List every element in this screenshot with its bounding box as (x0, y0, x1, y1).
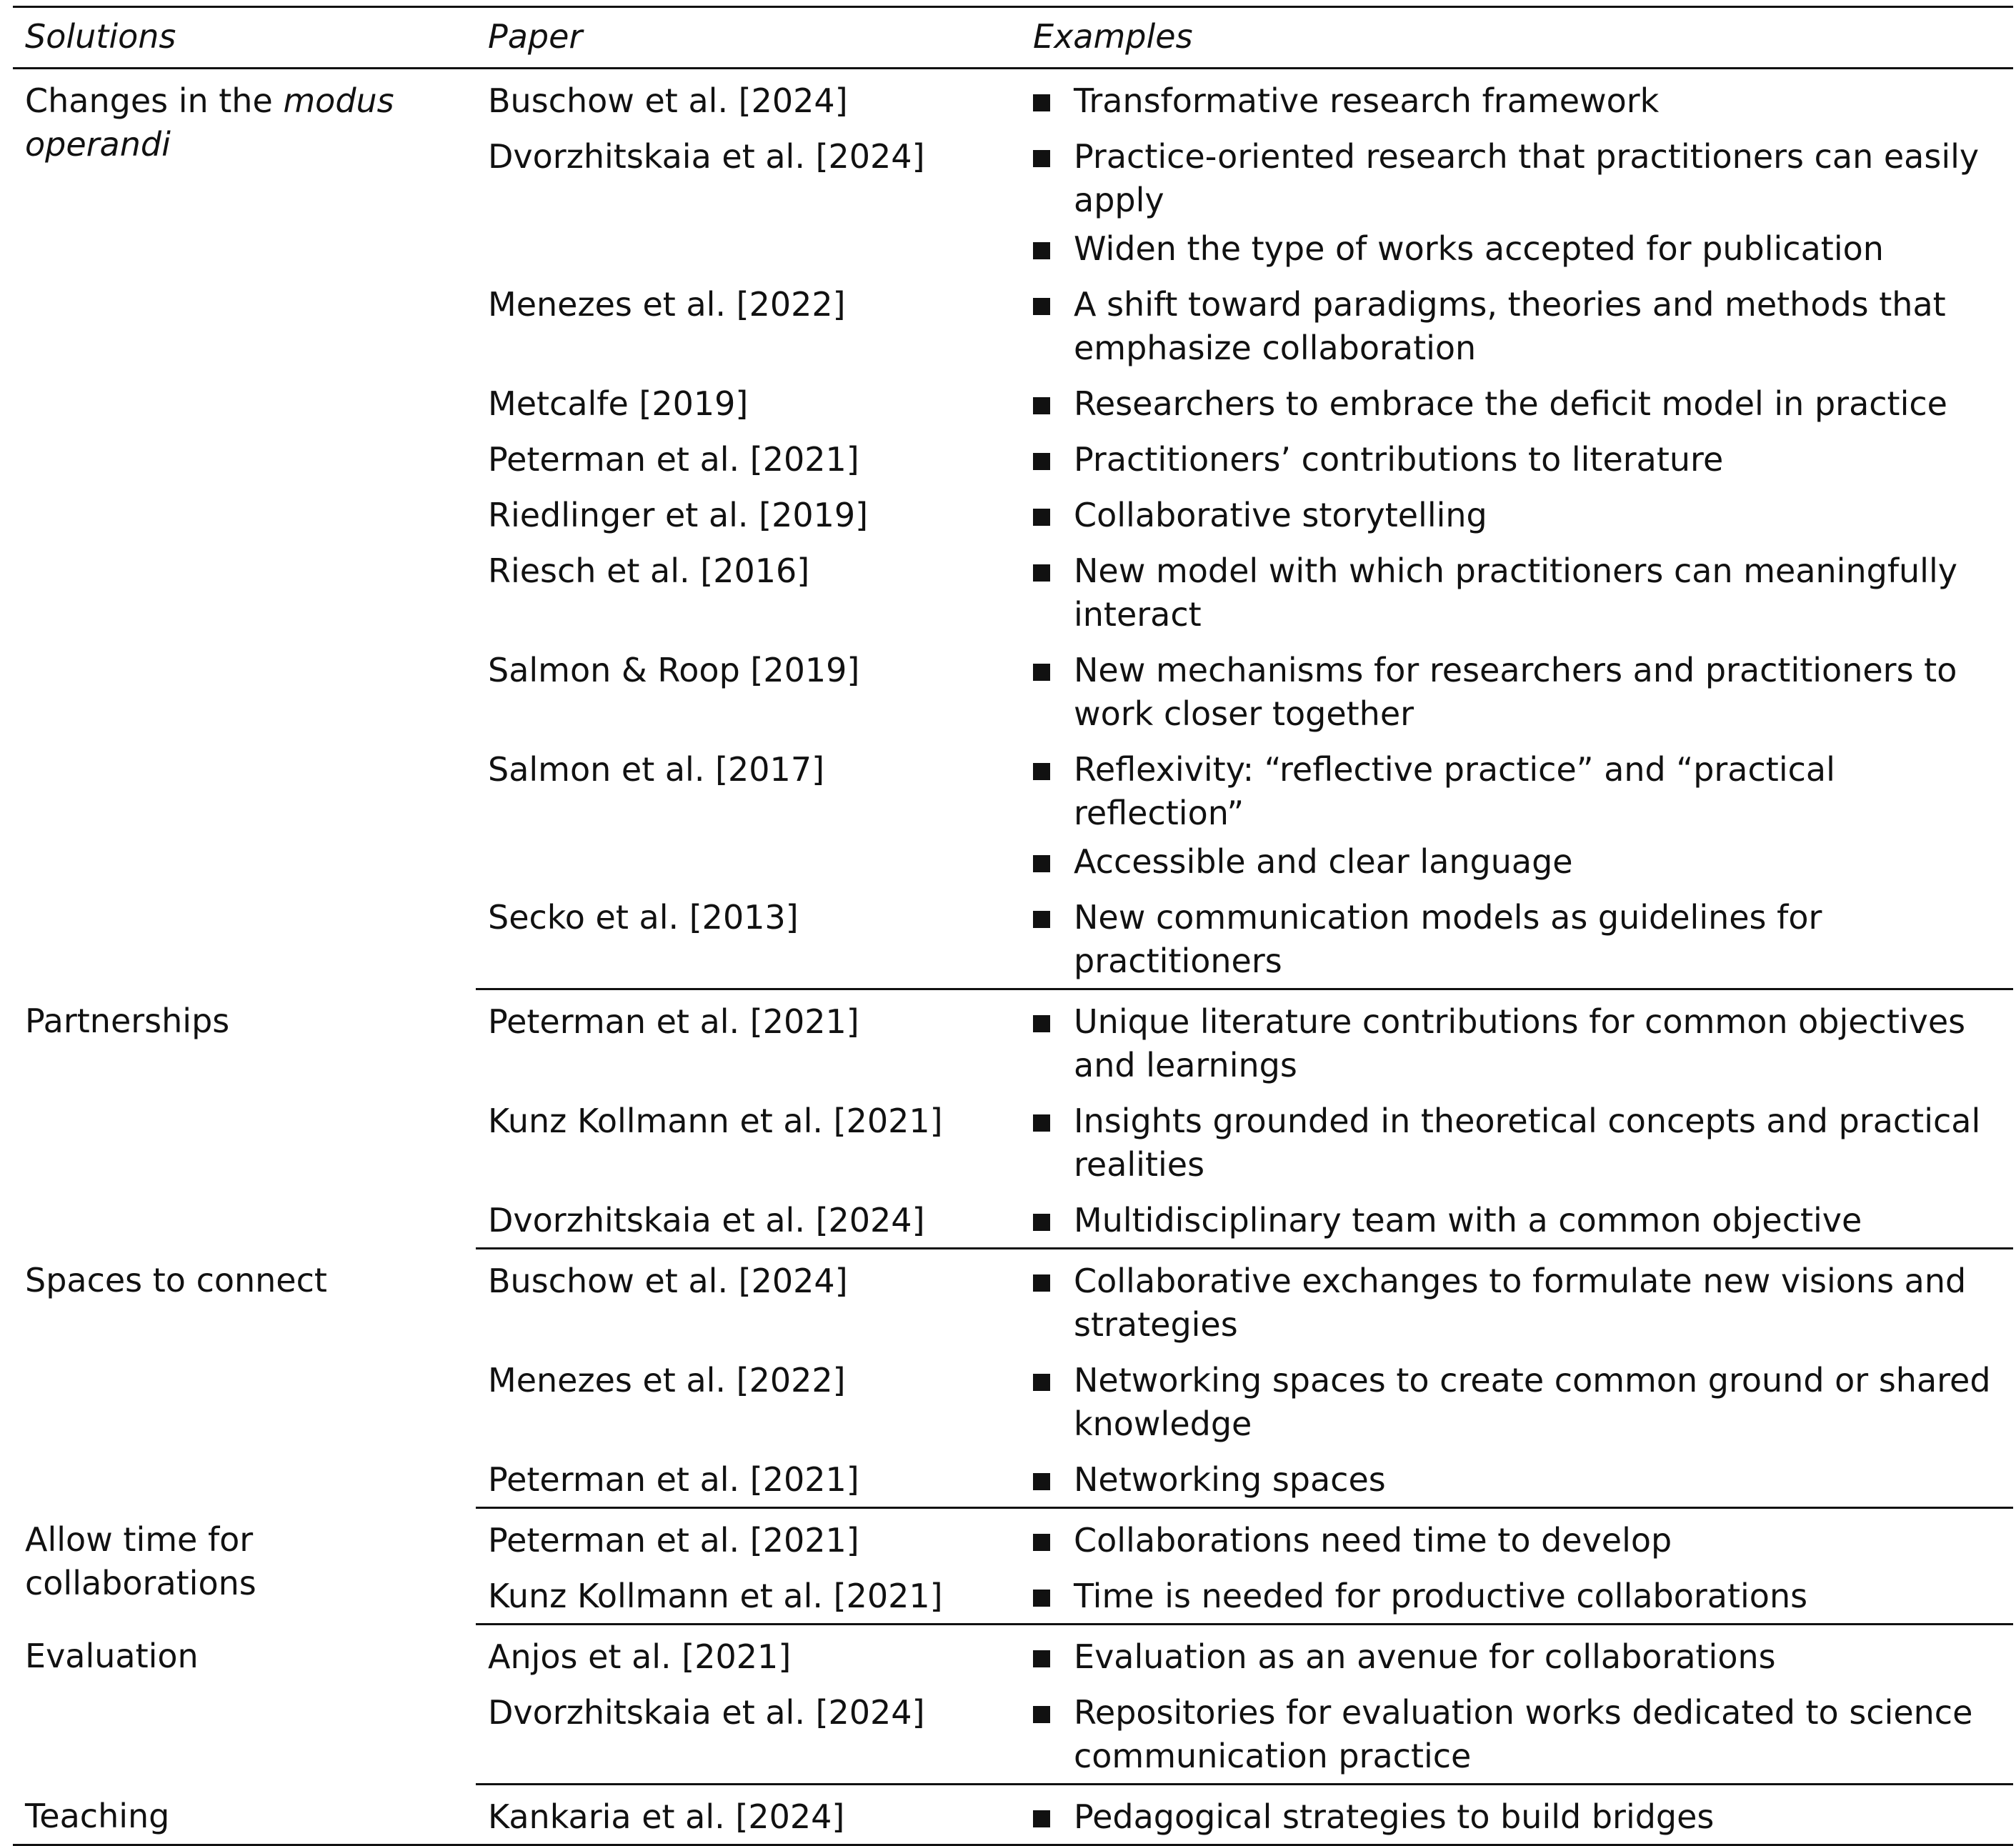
square-bullet-icon (1033, 855, 1050, 872)
solution-label-italic: modus operandi (25, 81, 394, 164)
examples-cell (1021, 1192, 2013, 1249)
list-item (1033, 549, 2013, 637)
paper-cell: Metcalfe [2019] (488, 384, 749, 423)
examples-cell (1021, 69, 2013, 129)
examples-list (1033, 549, 2013, 637)
examples-cell (1021, 375, 2013, 431)
solution-label: Spaces to connect (25, 1260, 327, 1299)
examples-cell (1021, 741, 2013, 889)
examples-cell (1021, 1567, 2013, 1625)
example-text: Collaborative storytelling (1074, 496, 1487, 534)
square-bullet-icon (1033, 397, 1050, 414)
examples-list (1033, 79, 2013, 123)
paper-cell: Dvorzhitskaia et al. [2024] (476, 1684, 1021, 1785)
list-item (1033, 1795, 2013, 1839)
example-text: Transformative research framework (1074, 81, 1660, 120)
table-row (13, 1249, 2013, 1352)
solution-label: Allow time for collaborations (25, 1520, 256, 1602)
examples-cell (1021, 1684, 2013, 1785)
square-bullet-icon (1033, 1473, 1050, 1490)
examples-cell (1021, 1451, 2013, 1508)
example-text: New model with which practitioners can meaningfully interact (1074, 552, 1957, 634)
paper-cell: Menezes et al. [2022] (488, 285, 846, 324)
table-row (13, 69, 2013, 129)
examples-list (1033, 1000, 2013, 1087)
list-item (1033, 1199, 2013, 1242)
header-row (13, 7, 2013, 69)
examples-list (1033, 1635, 2013, 1679)
list-item (1033, 79, 2013, 123)
list-item (1033, 1635, 2013, 1679)
example-text: Pedagogical strategies to build bridges (1074, 1797, 1715, 1836)
paper-cell: Anjos et al. [2021] (488, 1637, 792, 1676)
examples-list (1033, 748, 2013, 884)
example-text: Repositories for evaluation works dedicated to science communication practice (1074, 1693, 1973, 1775)
example-text: Practice-oriented research that practitioners can easily apply (1074, 137, 1980, 219)
example-text: Reflexivity: “reflective practice” and “practical reflection” (1074, 750, 1835, 832)
examples-cell (1021, 1352, 2013, 1451)
example-text: Insights grounded in theoretical concepts and practical realities (1074, 1102, 1981, 1184)
examples-list (1033, 649, 2013, 736)
solution-label: Teaching (25, 1796, 170, 1835)
solution-cell (13, 1249, 476, 1508)
list-item (1033, 649, 2013, 736)
list-item (1033, 748, 2013, 835)
table-body (13, 69, 2013, 1845)
list-item (1033, 1359, 2013, 1446)
example-text: New communication models as guidelines for practitioners (1074, 898, 1822, 980)
examples-list (1033, 1458, 2013, 1502)
example-text: Time is needed for productive collaborations (1074, 1577, 1808, 1615)
list-item (1033, 1458, 2013, 1502)
list-item (1033, 1099, 2013, 1187)
square-bullet-icon (1033, 763, 1050, 780)
table-header (13, 7, 2013, 69)
examples-cell (1021, 1625, 2013, 1685)
example-text: Evaluation as an avenue for collaborations (1074, 1637, 1776, 1676)
examples-cell (1021, 276, 2013, 375)
solution-label: Changes in the (25, 81, 284, 120)
paper-cell: Salmon et al. [2017] (488, 750, 825, 789)
list-item (1033, 1575, 2013, 1618)
list-item (1033, 382, 2013, 426)
solution-cell (13, 989, 476, 1249)
example-text: Collaborations need time to develop (1074, 1521, 1672, 1560)
square-bullet-icon (1033, 1590, 1050, 1607)
solution-cell (13, 1508, 476, 1625)
examples-cell (1021, 1508, 2013, 1568)
paper-cell: Dvorzhitskaia et al. [2024] (476, 1192, 1021, 1249)
examples-list (1033, 135, 2013, 271)
square-bullet-icon (1033, 509, 1050, 526)
paper-cell: Riedlinger et al. [2019] (488, 496, 869, 534)
square-bullet-icon (1033, 1114, 1050, 1132)
paper-cell: Peterman et al. [2021] (488, 440, 859, 479)
example-text: Networking spaces to create common ground or shared knowledge (1074, 1361, 1991, 1443)
square-bullet-icon (1033, 298, 1050, 315)
square-bullet-icon (1033, 1810, 1050, 1827)
example-text: New mechanisms for researchers and practitioners to work closer together (1074, 651, 1957, 733)
square-bullet-icon (1033, 1374, 1050, 1391)
table-row (13, 1508, 2013, 1568)
examples-list (1033, 1575, 2013, 1618)
examples-list (1033, 1795, 2013, 1839)
paper-cell: Kunz Kollmann et al. [2021] (488, 1102, 943, 1140)
square-bullet-icon (1033, 242, 1050, 259)
examples-cell (1021, 487, 2013, 542)
square-bullet-icon (1033, 1534, 1050, 1551)
list-item (1033, 494, 2013, 537)
header-paper: Paper (476, 7, 1021, 69)
paper-cell: Kankaria et al. [2024] (476, 1785, 1021, 1845)
paper-cell: Peterman et al. [2021] (488, 1521, 859, 1560)
list-item (1033, 1519, 2013, 1562)
square-bullet-icon (1033, 1015, 1050, 1032)
paper-cell: Peterman et al. [2021] (476, 1451, 1021, 1508)
list-item (1033, 1691, 2013, 1778)
example-text: Practitioners’ contributions to literature (1074, 440, 1724, 479)
solution-cell (13, 1785, 476, 1845)
example-text: Collaborative exchanges to formulate new visions and strategies (1074, 1262, 1967, 1344)
list-item (1033, 896, 2013, 983)
solution-cell (13, 69, 476, 989)
square-bullet-icon (1033, 1650, 1050, 1667)
square-bullet-icon (1033, 94, 1050, 111)
examples-list (1033, 1199, 2013, 1242)
paper-cell: Buschow et al. [2024] (488, 81, 848, 120)
examples-list (1033, 1099, 2013, 1187)
paper-cell: Peterman et al. [2021] (488, 1002, 859, 1041)
examples-cell (1021, 989, 2013, 1093)
examples-cell (1021, 1249, 2013, 1352)
example-text: Widen the type of works accepted for publication (1074, 229, 1884, 268)
table-row (13, 1785, 2013, 1845)
square-bullet-icon (1033, 1274, 1050, 1292)
square-bullet-icon (1033, 1214, 1050, 1231)
table-row (13, 1625, 2013, 1685)
example-text: Accessible and clear language (1074, 842, 1573, 881)
examples-list (1033, 1519, 2013, 1562)
square-bullet-icon (1033, 453, 1050, 470)
examples-list (1033, 1691, 2013, 1778)
paper-cell: Buschow et al. [2024] (488, 1262, 848, 1300)
square-bullet-icon (1033, 564, 1050, 582)
table-row (13, 989, 2013, 1093)
square-bullet-icon (1033, 1706, 1050, 1723)
examples-list (1033, 438, 2013, 482)
paper-cell: Riesch et al. [2016] (488, 552, 810, 590)
solution-label: Partnerships (25, 1001, 230, 1040)
examples-list (1033, 1259, 2013, 1347)
list-item (1033, 227, 2013, 271)
examples-cell (1021, 1785, 2013, 1845)
square-bullet-icon (1033, 911, 1050, 928)
header-examples: Examples (1021, 7, 2013, 69)
list-item (1033, 840, 2013, 884)
paper-cell: Menezes et al. [2022] (488, 1361, 846, 1400)
example-text: Networking spaces (1074, 1460, 1386, 1499)
example-text: Researchers to embrace the deficit model in practice (1074, 384, 1947, 423)
examples-cell (1021, 1092, 2013, 1192)
examples-cell (1021, 889, 2013, 989)
example-text: Multidisciplinary team with a common objective (1074, 1201, 1862, 1239)
examples-list (1033, 382, 2013, 426)
paper-cell: Secko et al. [2013] (476, 889, 1021, 989)
paper-cell: Kunz Kollmann et al. [2021] (476, 1567, 1021, 1625)
solutions-table (13, 6, 2013, 1846)
paper-cell: Salmon & Roop [2019] (488, 651, 860, 689)
examples-cell (1021, 542, 2013, 642)
list-item (1033, 438, 2013, 482)
square-bullet-icon (1033, 150, 1050, 167)
solution-cell (13, 1625, 476, 1785)
solutions-table-container (13, 6, 2013, 1846)
examples-cell (1021, 128, 2013, 276)
example-text: Unique literature contributions for common objectives and learnings (1074, 1002, 1966, 1084)
examples-list (1033, 896, 2013, 983)
list-item (1033, 1000, 2013, 1087)
examples-list (1033, 1359, 2013, 1446)
examples-list (1033, 283, 2013, 370)
list-item (1033, 283, 2013, 370)
examples-cell (1021, 642, 2013, 741)
solution-label: Evaluation (25, 1636, 199, 1675)
list-item (1033, 1259, 2013, 1347)
examples-list (1033, 494, 2013, 537)
header-solutions: Solutions (13, 7, 476, 69)
example-text: A shift toward paradigms, theories and methods that emphasize collaboration (1074, 285, 1946, 367)
paper-cell: Dvorzhitskaia et al. [2024] (488, 137, 925, 176)
examples-cell (1021, 431, 2013, 487)
list-item (1033, 135, 2013, 222)
square-bullet-icon (1033, 664, 1050, 681)
